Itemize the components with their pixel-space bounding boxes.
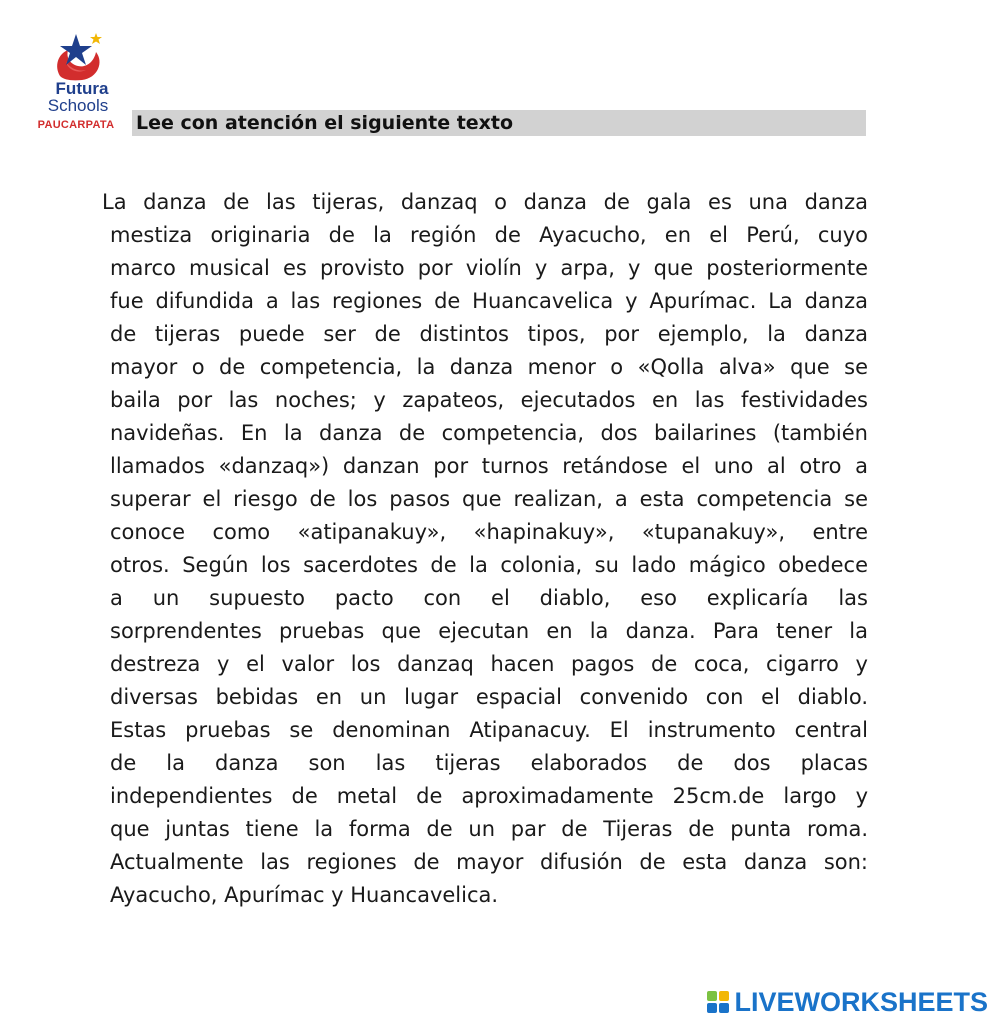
passage-line: Actualmente las regiones de mayor difusión de esta danza son:	[110, 850, 868, 874]
passage-line: La danza de las tijeras, danzaq o danza de gala es una danza	[102, 190, 868, 214]
passage-line: de la danza son las tijeras elaborados de dos placas	[110, 751, 868, 775]
passage-line: Ayacucho, Apurímac y Huancavelica.	[110, 883, 499, 907]
school-logo	[30, 32, 130, 137]
liveworksheets-logo-icon	[706, 990, 730, 1014]
passage-line: de tijeras puede ser de distintos tipos, por ejemplo, la danza	[110, 322, 868, 346]
passage-line: navideñas. En la danza de competencia, dos bailarines (también	[110, 421, 868, 445]
passage-line: que juntas tiene la forma de un par de Tijeras de punta roma.	[110, 817, 868, 841]
watermark-text: LIVEWORKSHEETS	[734, 986, 988, 1017]
passage-line: otros. Según los sacerdotes de la colonia, su lado mágico obedece	[110, 553, 868, 577]
passage-line: a un supuesto pacto con el diablo, eso explicaría las	[110, 586, 868, 610]
instruction-banner	[132, 110, 866, 136]
passage-line: llamados «danzaq») danzan por turnos retándose el uno al otro a	[110, 454, 868, 478]
passage-line: sorprendentes pruebas que ejecutan en la danza. Para tener la	[110, 619, 868, 643]
passage-line: conoce como «atipanakuy», «hapinakuy», «tupanakuy», entre	[110, 520, 868, 544]
logo-campus: PAUCARPATA	[37, 119, 115, 131]
passage-line: destreza y el valor los danzaq hacen pagos de coca, cigarro y	[110, 652, 868, 676]
liveworksheets-watermark[interactable]	[706, 987, 988, 1017]
reading-passage	[100, 186, 868, 912]
passage-line: mestiza originaria de la región de Ayacucho, en el Perú, cuyo	[110, 223, 868, 247]
passage-line: mayor o de competencia, la danza menor o «Qolla alva» que se	[110, 355, 868, 379]
passage-line: fue difundida a las regiones de Huancavelica y Apurímac. La danza	[110, 289, 868, 313]
passage-line: marco musical es provisto por violín y arpa, y que posteriormente	[110, 256, 868, 280]
logo-brand-top: Futura	[55, 79, 109, 98]
passage-line: Estas pruebas se denominan Atipanacuy. El instrumento central	[110, 718, 868, 742]
instruction-text: Lee con atención el siguiente texto	[136, 112, 514, 134]
logo-brand-bottom: Schools	[47, 96, 109, 115]
passage-line: superar el riesgo de los pasos que realizan, a esta competencia se	[110, 487, 868, 511]
passage-line: diversas bebidas en un lugar espacial convenido con el diablo.	[110, 685, 868, 709]
passage-line: baila por las noches; y zapateos, ejecutados en las festividades	[110, 388, 868, 412]
passage-line: independientes de metal de aproximadamente 25cm.de largo y	[110, 784, 868, 808]
star-flame-icon	[52, 32, 108, 82]
